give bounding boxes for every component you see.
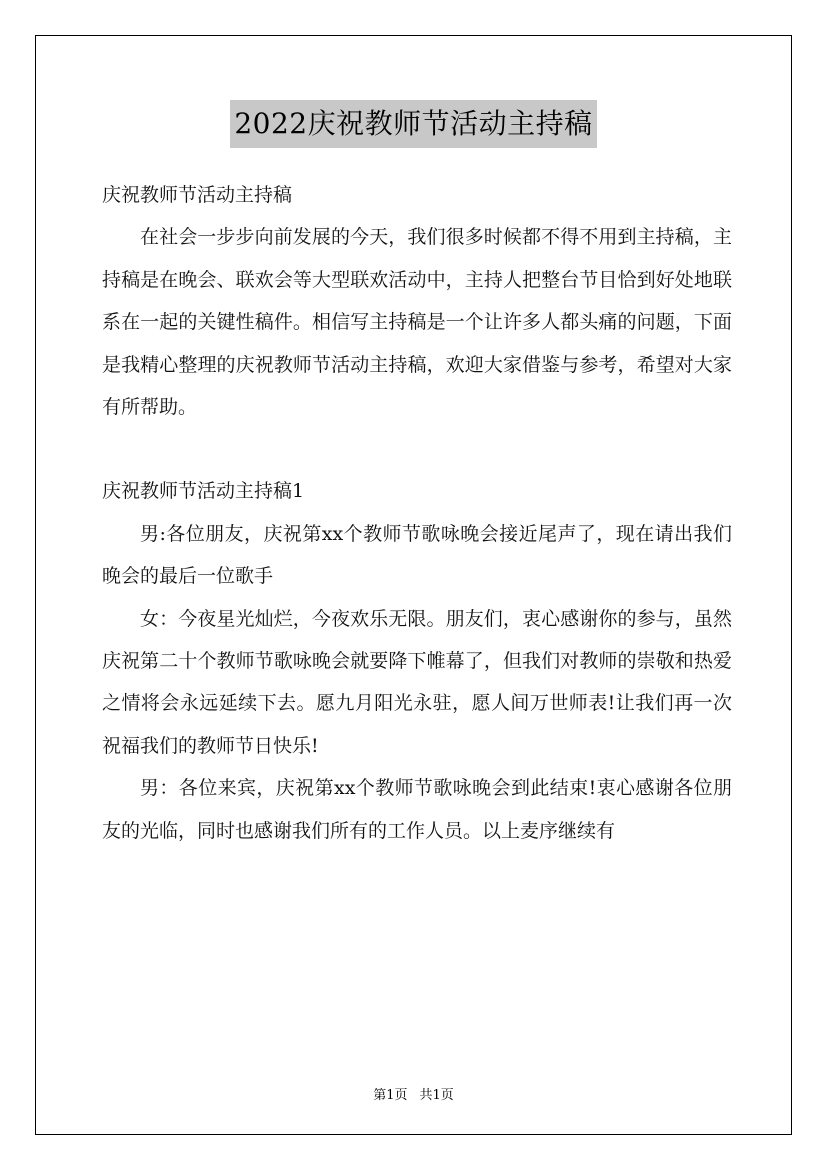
dialogue-paragraph: 男:各位朋友，庆祝第xx个教师节歌咏晚会接近尾声了，现在请出我们晚会的最后一位歌手 — [102, 522, 732, 588]
page-number: 第1页 — [373, 1088, 408, 1103]
document-body — [102, 174, 732, 852]
paragraph-spacer — [102, 428, 732, 470]
dialogue-paragraph: 女：今夜星光灿烂，今夜欢乐无限。朋友们，衷心感谢你的参与，虽然庆祝第二十个教师节歌咏晚会就要降下帷幕了，但我们对教师的崇敬和热爱之情将会永远延续下去。愿九月阳光永驻，愿人间万世师表!让我们再一次祝福我们的教师节日快乐! — [102, 607, 732, 757]
total-pages: 共1页 — [419, 1088, 454, 1103]
document-title: 2022庆祝教师节活动主持稿 — [230, 100, 596, 148]
intro-paragraph: 在社会一步步向前发展的今天，我们很多时候都不得不用到主持稿，主持稿是在晚会、联欢会等大型联欢活动中，主持人把整台节目恰到好处地联系在一起的关键性稿件。相信写主持稿是一个让许多人都头痛的问题，下面是我精心整理的庆祝教师节活动主持稿，欢迎大家借鉴与参考，希望对大家有所帮助。 — [102, 226, 732, 419]
page-footer — [0, 1084, 827, 1103]
section-heading: 庆祝教师节活动主持稿 — [102, 184, 293, 206]
title-container — [0, 100, 827, 148]
dialogue-paragraph: 男：各位来宾，庆祝第xx个教师节歌咏晚会到此结束!衷心感谢各位朋友的光临，同时也感谢我们所有的工作人员。以上麦序继续有 — [102, 777, 732, 842]
section-heading: 庆祝教师节活动主持稿1 — [102, 480, 305, 503]
